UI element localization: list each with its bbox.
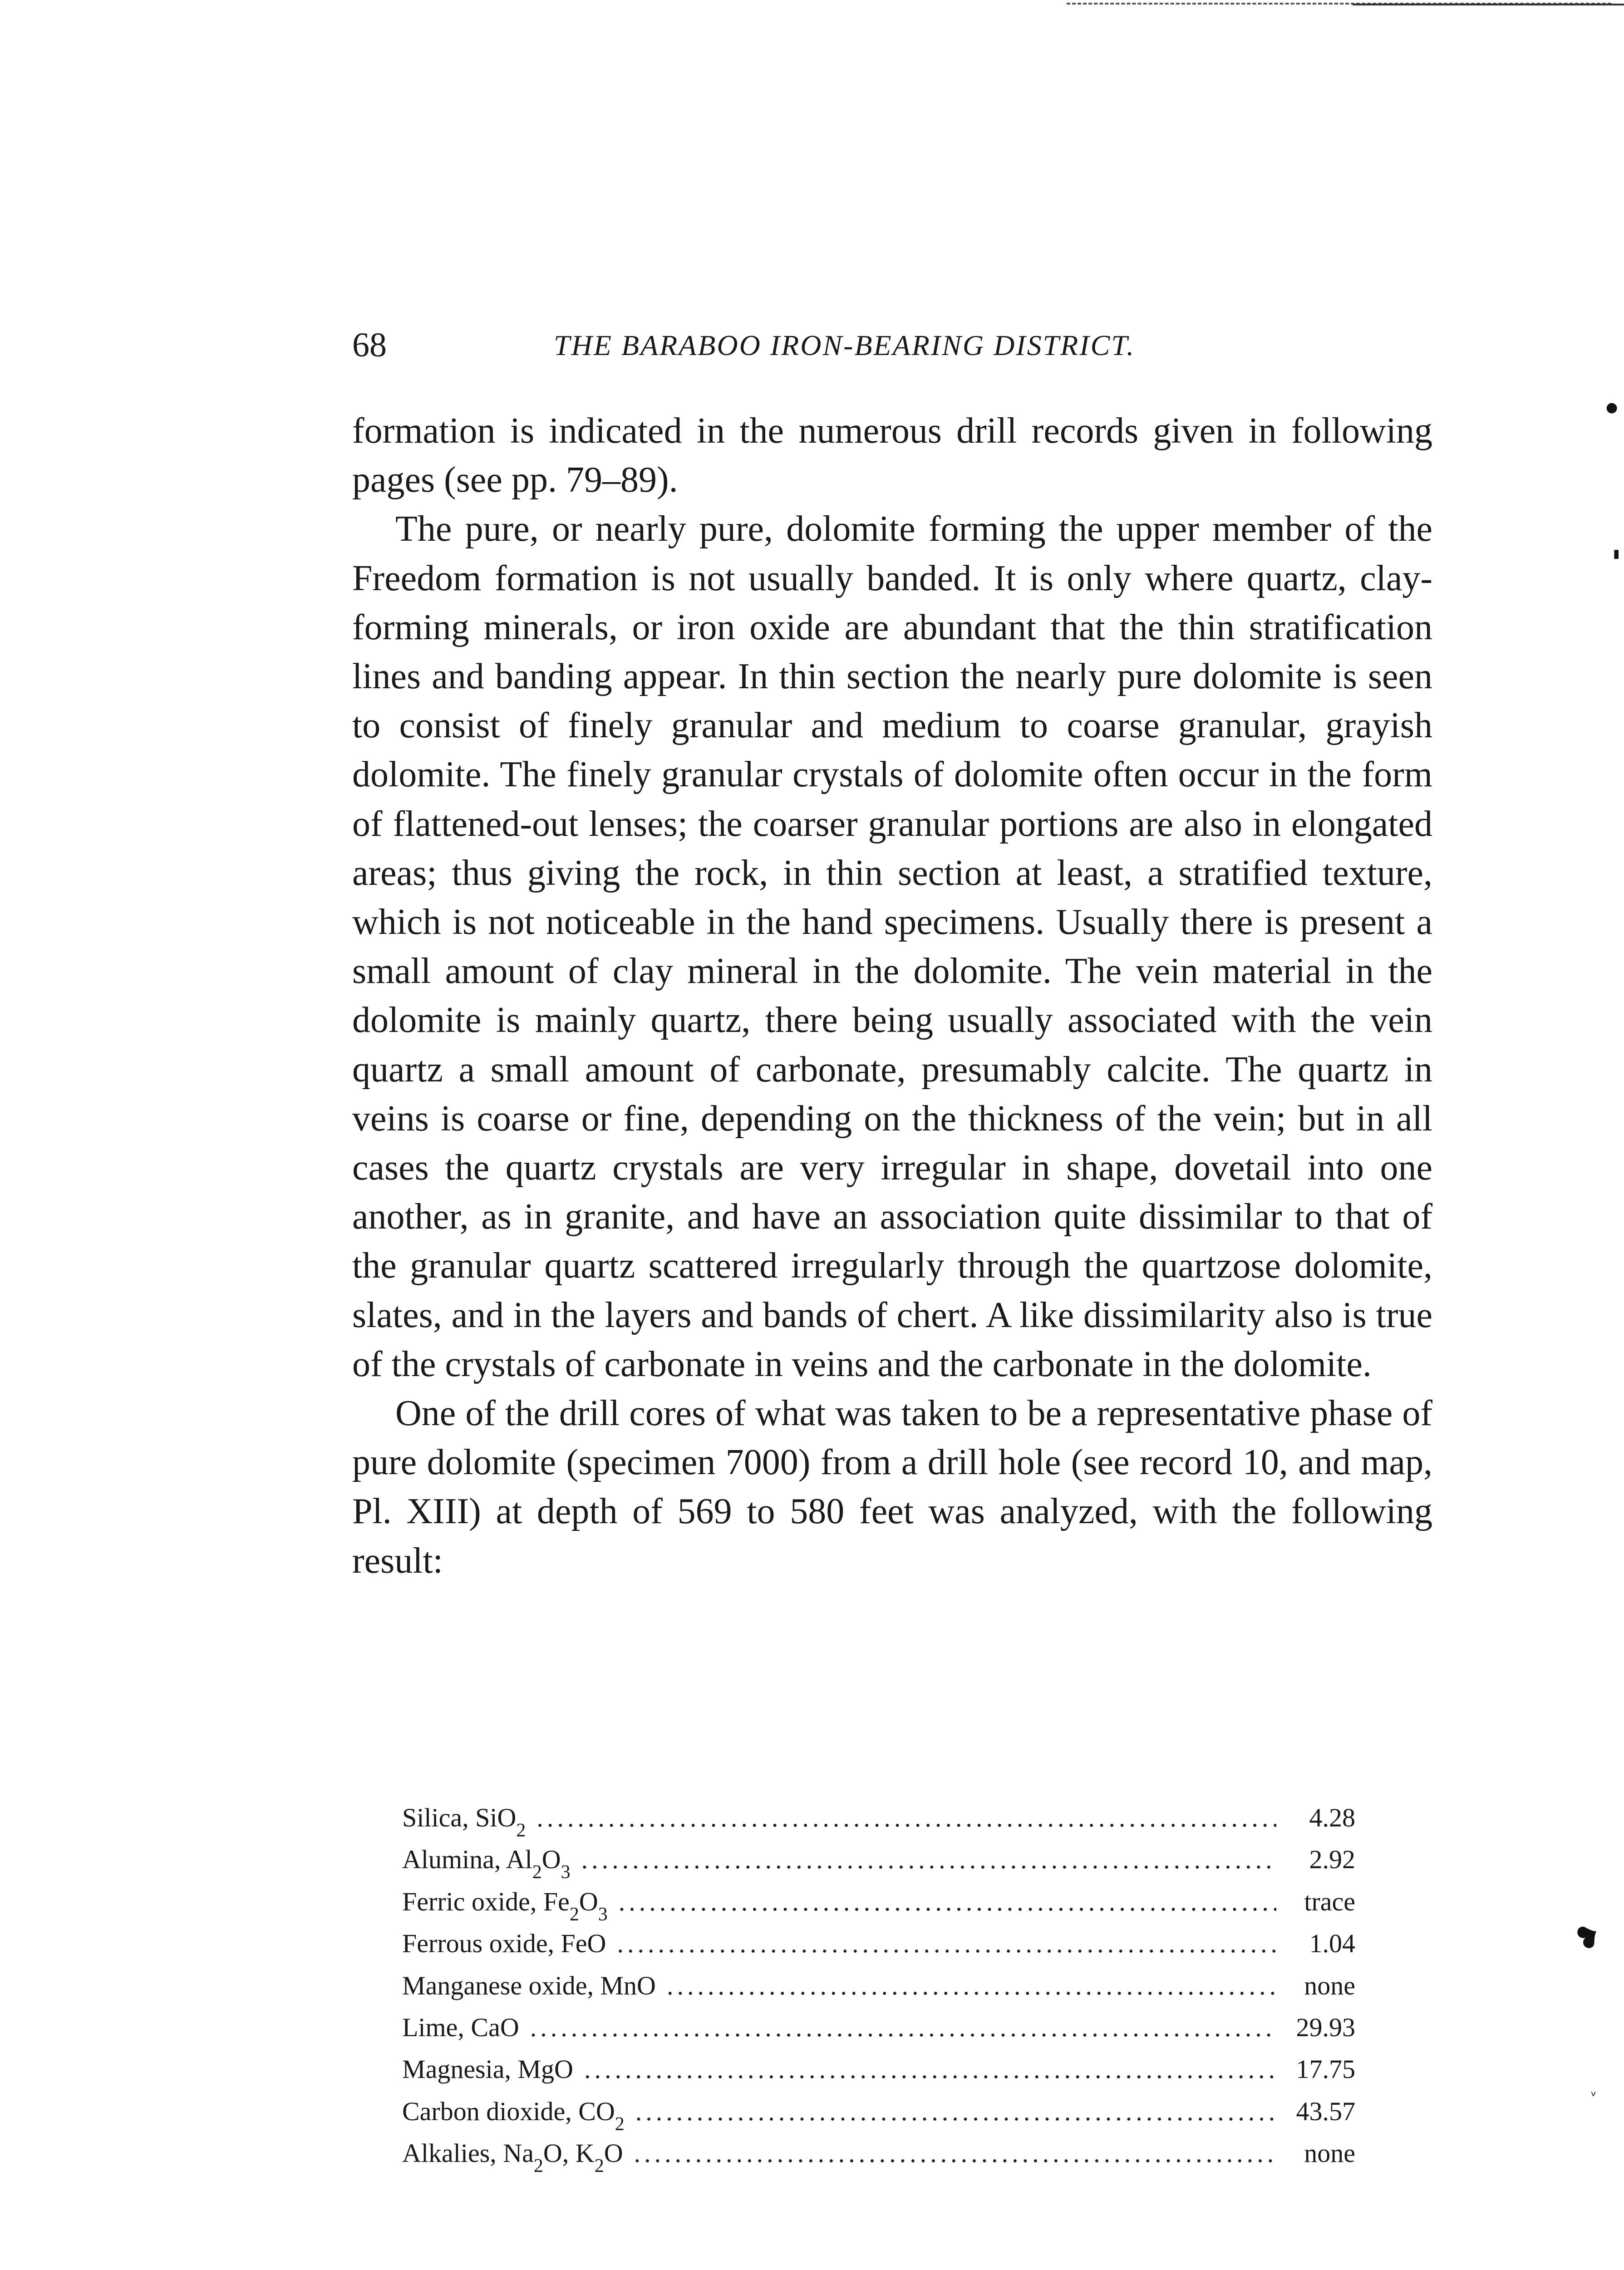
- analysis-constituent: Carbon dioxide, $CO_2$: [402, 2096, 625, 2135]
- dot-leader: [635, 2096, 1276, 2127]
- analysis-value: 17.75: [1296, 2054, 1355, 2084]
- margin-mark: ▮: [1613, 547, 1620, 561]
- dot-leader: [581, 1844, 1276, 1875]
- analysis-row: [402, 1802, 1355, 1844]
- analysis-constituent: Lime, CaO: [402, 2012, 519, 2042]
- analysis-constituent: Alumina, $Al_2O_3$: [402, 1845, 571, 1883]
- page-number: 68: [352, 326, 387, 364]
- analysis-constituent: Ferrous oxide, FeO: [402, 1929, 606, 1959]
- dot-leader: [536, 1802, 1276, 1833]
- dot-leader: [584, 2054, 1276, 2084]
- analysis-value: 1.04: [1309, 1929, 1355, 1959]
- paragraph-analysis-intro: One of the drill cores of what was taken to be a representative phase of pure dolomite (specimen 7000) from a drill hole (see record 10, and map, Pl. XIII) at depth of 569 to 580 feet was analyzed, with the following result:: [352, 1393, 1432, 1581]
- analysis-value: 4.28: [1309, 1803, 1355, 1832]
- analysis-value: none: [1304, 1970, 1355, 2000]
- dot-leader: [634, 2138, 1276, 2168]
- dot-leader: [619, 1886, 1276, 1917]
- paragraph-dolomite-description: The pure, or nearly pure, dolomite forming the upper member of the Freedom formation is not usually banded. It is only where quartz, clay-forming minerals, or iron oxide are abundant that the thin stratification lines and banding appear. In thin section the nearly pure dolomite is seen to consist of finely granular and medium to coarse granular, grayish dolomite. The finely granular crystals of dolomite often occur in the form of flattened-out lenses; the coarser granular portions are also in elongated areas; thus giving the rock, in thin section at least, a stratified texture, which is not noticeable in the hand specimens. Usually there is present a small amount of clay mineral in the dolomite. The vein material in the dolomite is mainly quartz, there being usually associated with the vein quartz a small amount of carbonate, presumably calcite. The quartz in veins is coarse or fine, depending on the thickness of the vein; but in all cases the quartz crystals are very irregular in shape, dovetail into one another, as in granite, and have an association quite dissimilar to that of the granular quartz scattered irregularly through the quartzose dolomite, slates, and in the layers and bands of chert. A like dissimilarity also is true of the crystals of carbonate in veins and the carbonate in the dolomite.: [352, 509, 1432, 1384]
- top-edge-rule-solid: [1353, 4, 1624, 5]
- analysis-value: 43.57: [1296, 2096, 1355, 2126]
- analysis-value: 2.92: [1309, 1845, 1355, 1875]
- analysis-value: trace: [1304, 1886, 1355, 1916]
- analysis-row: [402, 1928, 1355, 1970]
- analysis-row: [402, 2012, 1355, 2054]
- analysis-value: none: [1304, 2138, 1355, 2168]
- body-text: [352, 406, 1432, 1585]
- margin-mark: ❥: [1567, 1914, 1609, 1960]
- page-header: [352, 325, 1432, 365]
- margin-mark: ᵛ: [1591, 2088, 1597, 2104]
- analysis-value: 29.93: [1296, 2012, 1355, 2042]
- analysis-constituent: Ferric oxide, $Fe_2O_3$: [402, 1886, 608, 1925]
- analysis-constituent: Silica, SiO$_2$: [402, 1803, 526, 1841]
- analysis-row: [402, 1844, 1355, 1886]
- analysis-row: [402, 1970, 1355, 2012]
- analysis-row: [402, 1886, 1355, 1928]
- dot-leader: [667, 1970, 1276, 2001]
- paragraph-continuation: formation is indicated in the numerous drill records given in following pages (see pp. 79–89).: [352, 411, 1432, 500]
- analysis-constituent: Magnesia, MgO: [402, 2054, 573, 2084]
- dot-leader: [530, 2012, 1276, 2043]
- analysis-row: [402, 2138, 1355, 2180]
- chemical-analysis-table: [402, 1802, 1355, 2180]
- running-title: THE BARABOO IRON-BEARING DISTRICT.: [554, 329, 1136, 361]
- analysis-constituent: Manganese oxide, MnO: [402, 1970, 656, 2000]
- analysis-row: [402, 2054, 1355, 2096]
- dot-leader: [617, 1928, 1276, 1959]
- analysis-constituent: Alkalies, $Na_2O$, $K_2O$: [402, 2138, 623, 2177]
- margin-mark: ●: [1606, 400, 1618, 415]
- analysis-row: [402, 2096, 1355, 2138]
